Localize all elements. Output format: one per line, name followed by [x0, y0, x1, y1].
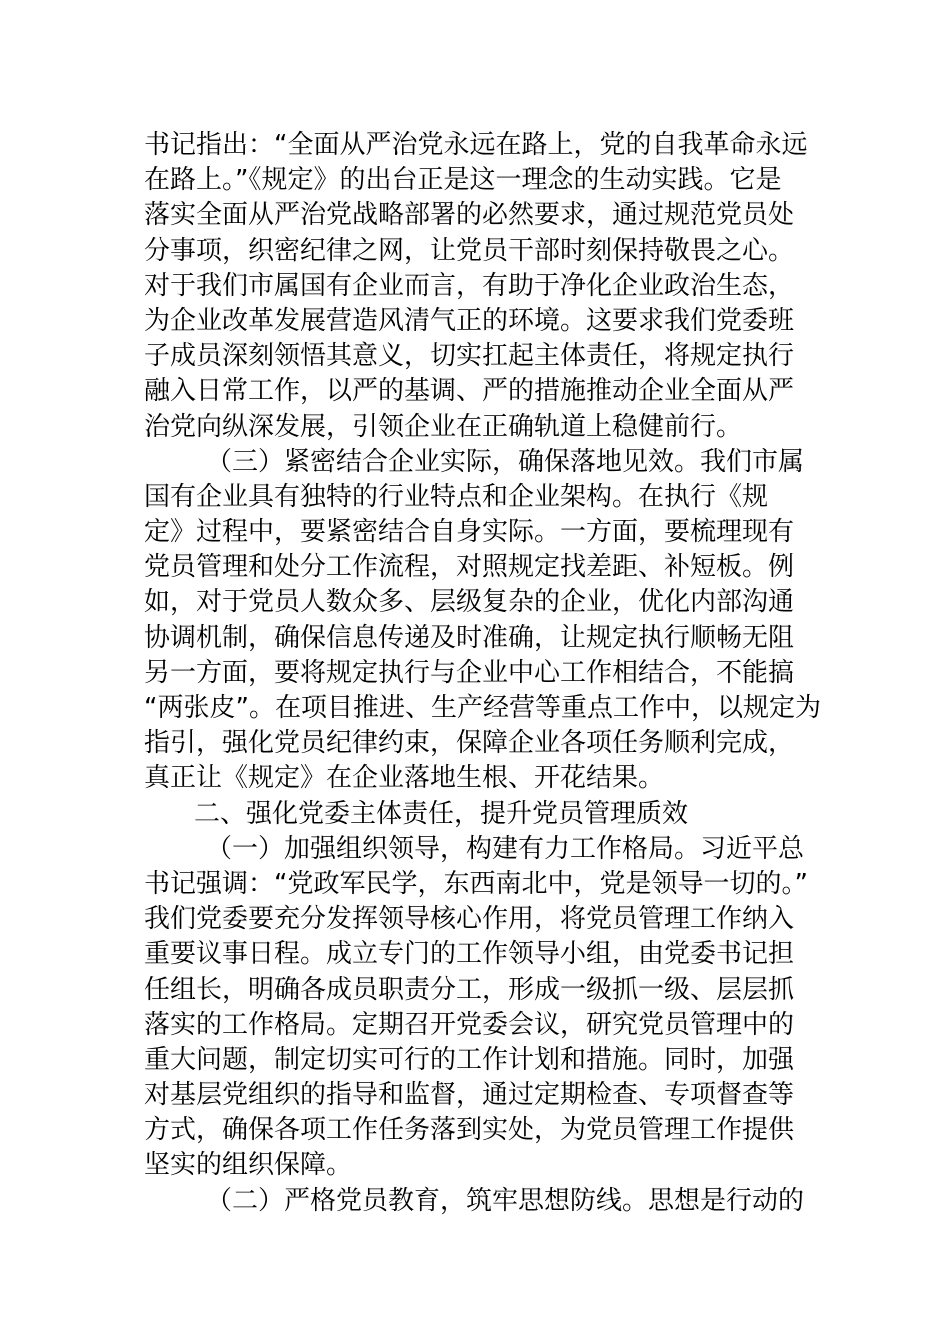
text-line: 党员管理和处分工作流程，对照规定找差距、补短板。例	[144, 552, 795, 583]
paragraph-start-line: （三）紧密结合企业实际，确保落地见效。我们市属	[206, 446, 805, 477]
text-line: 任组长，明确各成员职责分工，形成一级抓一级、层层抓	[144, 974, 795, 1005]
text-line: 对于我们市属国有企业而言，有助于净化企业政治生态，	[144, 270, 795, 301]
text-line: 我们党委要充分发挥领导核心作用，将党员管理工作纳入	[144, 904, 795, 935]
text-line: 落实的工作格局。定期召开党委会议，研究党员管理中的	[144, 1009, 795, 1040]
text-line: 指引，强化党员纪律约束，保障企业各项任务顺利完成，	[144, 728, 795, 759]
paragraph-start-line: （二）严格党员教育，筑牢思想防线。思想是行动的	[206, 1185, 805, 1216]
paragraph-start-line: （一）加强组织领导，构建有力工作格局。习近平总	[206, 833, 805, 864]
text-line: 对基层党组织的指导和监督，通过定期检查、专项督查等	[144, 1080, 795, 1111]
text-line: 如，对于党员人数众多、层级复杂的企业，优化内部沟通	[144, 587, 795, 618]
text-line: 治党向纵深发展，引领企业在正确轨道上稳健前行。	[144, 411, 743, 442]
text-line: 为企业改革发展营造风清气正的环境。这要求我们党委班	[144, 305, 795, 336]
text-line: 重大问题，制定切实可行的工作计划和措施。同时，加强	[144, 1044, 795, 1075]
text-line: 坚实的组织保障。	[144, 1150, 353, 1181]
text-line: 真正让《规定》在企业落地生根、开花结果。	[144, 763, 665, 794]
text-line: 另一方面，要将规定执行与企业中心工作相结合，不能搞	[144, 657, 795, 688]
text-line: 在路上。”《规定》的出台正是这一理念的生动实践。它是	[144, 165, 782, 196]
text-line: 书记指出：“全面从严治党永远在路上，党的自我革命永远	[144, 130, 808, 160]
text-line: 国有企业具有独特的行业特点和企业架构。在执行《规	[144, 481, 769, 512]
text-line: 协调机制，确保信息传递及时准确，让规定执行顺畅无阻	[144, 622, 795, 653]
document-body	[144, 128, 821, 1219]
text-line: 方式，确保各项工作任务落到实处，为党员管理工作提供	[144, 1115, 795, 1146]
text-line: 重要议事日程。成立专门的工作领导小组，由党委书记担	[144, 939, 795, 970]
text-line: 书记强调：“党政军民学，东西南北中，党是领导一切的。”	[144, 868, 808, 899]
text-line: 定》过程中，要紧密结合自身实际。一方面，要梳理现有	[144, 517, 795, 548]
section-heading: 二、强化党委主体责任，提升党员管理质效	[194, 798, 689, 829]
text-line: 分事项，织密纪律之网，让党员干部时刻保持敬畏之心。	[144, 235, 795, 266]
text-line: 子成员深刻领悟其意义，切实扛起主体责任，将规定执行	[144, 341, 795, 372]
text-line: “两张皮”。在项目推进、生产经营等重点工作中，以规定为	[144, 693, 821, 723]
text-line: 落实全面从严治党战略部署的必然要求，通过规范党员处	[144, 200, 795, 231]
text-line: 融入日常工作，以严的基调、严的措施推动企业全面从严	[144, 376, 795, 407]
